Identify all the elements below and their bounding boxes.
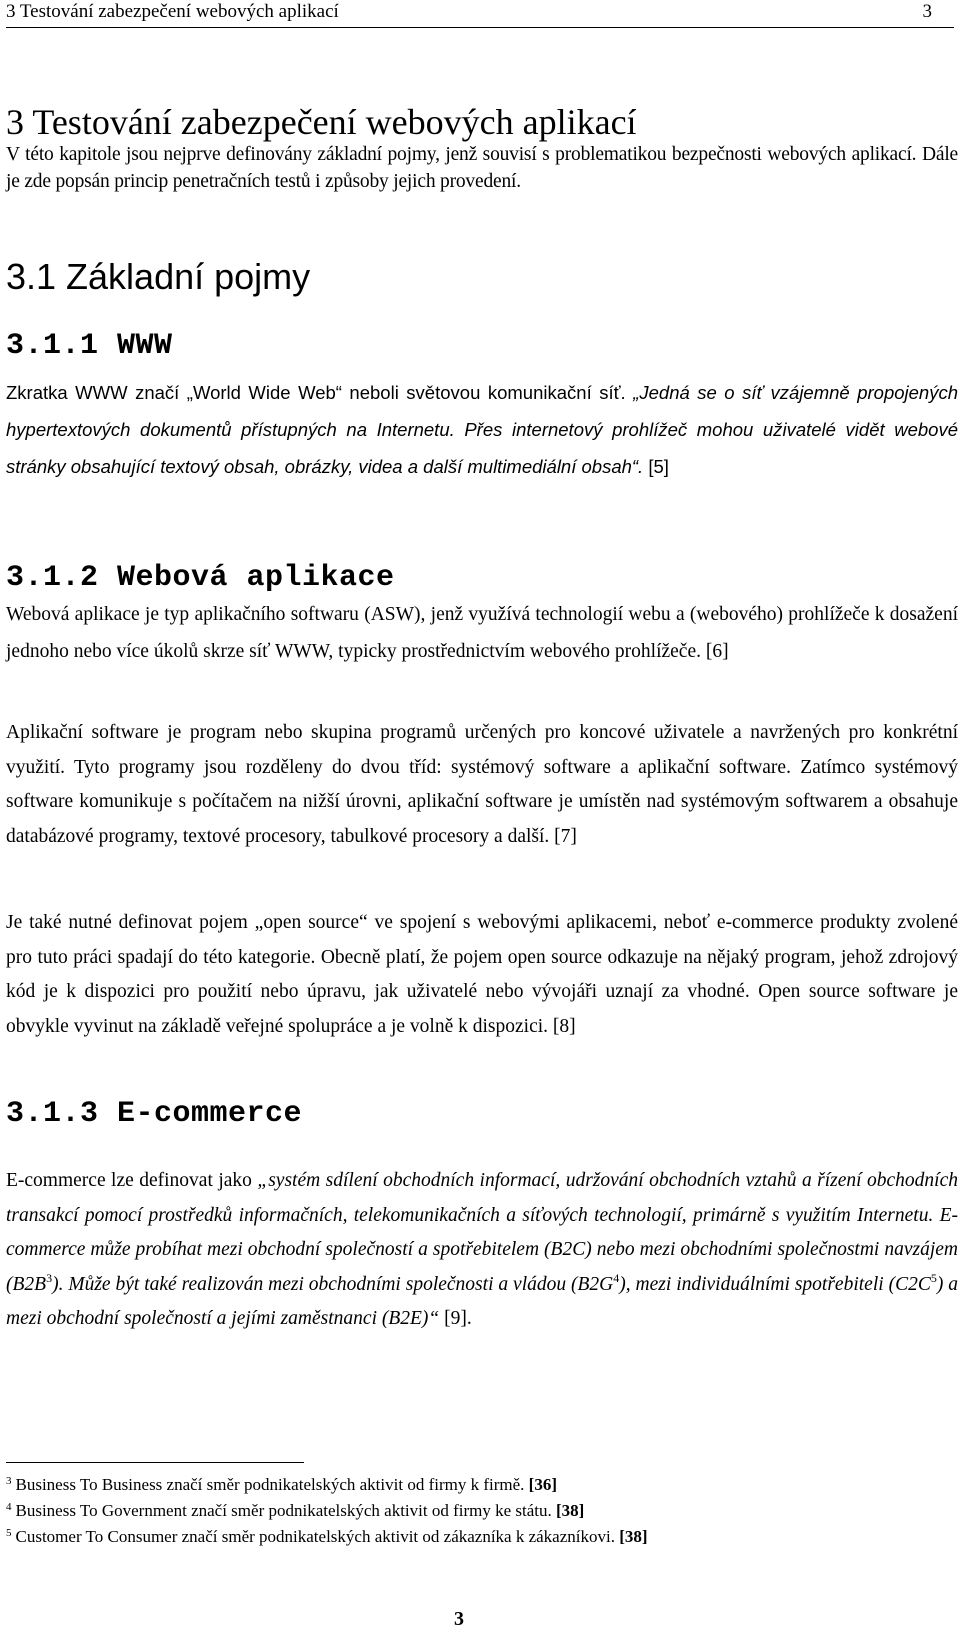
footnote-item [6, 1524, 648, 1550]
ecommerce-lead: E-commerce lze definovat jako [6, 1170, 258, 1191]
ecommerce-quote-2: ). Může být také realizován mezi obchodními společnosti a vládou (B2G [52, 1273, 614, 1295]
footnote-item [6, 1498, 648, 1524]
running-header-title: 3 Testování zabezpečení webových aplikací [6, 1, 339, 22]
footnote-number: 3 [6, 1475, 12, 1487]
footnote-text: Business To Government značí směr podnikatelských aktivit od firmy ke státu. [15, 1501, 557, 1520]
www-quote: „Jedná se o síť vzájemně propojených hypertextových dokumentů přístupných na Internetu. Přes internetový prohlížeč mohou uživatelé vidět webové stránky obsahující textový obsah, obrázky, videa a další multimediální obsah“. [6, 382, 959, 477]
heading-www: 3.1.1 WWW [6, 329, 173, 363]
footnote-reference: [38] [556, 1501, 585, 1520]
footnote-ref-3: 3 [46, 1270, 53, 1285]
www-paragraph [6, 374, 958, 485]
ecommerce-citation: [9]. [439, 1308, 472, 1329]
intro-paragraph: V této kapitole jsou nejprve definovány základní pojmy, jenž souvisí s problematikou bezpečnosti webových aplikací. Dále je zde popsán princip penetračních testů i způsoby jejich provedení. [6, 144, 958, 192]
www-citation: [5] [648, 456, 669, 477]
footnotes [6, 1472, 648, 1550]
ecommerce-quote-3: ), mezi individuálními spotřebiteli (C2C [619, 1273, 931, 1295]
footnote-number: 5 [6, 1527, 12, 1539]
ecommerce-paragraph [6, 1164, 958, 1337]
webapp-paragraph-2: Aplikační software je program nebo skupina programů určených pro koncové uživatele a navržených pro konkrétní využití. Tyto programy jsou rozděleny do dvou tříd: systémový software a aplikační software. Zatímco systémový software komunikuje s počítačem na nižší úrovni, aplikační software je umístěn nad systémovým softwarem a obsahuje databázové programy, textové procesory, tabulkové procesory a další. [7] [6, 722, 958, 847]
footnote-text: Business To Business značí směr podnikatelských aktivit od firmy k firmě. [15, 1475, 529, 1494]
www-text: Zkratka WWW značí „World Wide Web“ neboli světovou komunikační síť. [6, 382, 626, 403]
running-header [6, 0, 954, 28]
heading-ecommerce: 3.1.3 E-commerce [6, 1097, 303, 1131]
chapter-title: 3 Testování zabezpečení webových aplikací [6, 102, 637, 142]
webapp-paragraph-3: Je také nutné definovat pojem „open source“ ve spojení s webovými aplikacemi, neboť e-commerce produkty zvolené pro tuto práci spadají do této kategorie. Obecně platí, že pojem open source odkazuje na nějaký program, jehož zdrojový kód je k dispozici pro použití nebo úpravu, jak uživatelé nebo vývojáři uznají za vhodné. Open source software je obvykle vyvinut na základě veřejné spolupráce a je volně k dispozici. [8] [6, 912, 958, 1037]
footnote-number: 4 [6, 1501, 12, 1513]
footnote-ref-4: 4 [613, 1270, 620, 1285]
running-header-page: 3 [922, 1, 932, 22]
footnote-separator [6, 1462, 304, 1463]
section-title: 3.1 Základní pojmy [6, 256, 311, 297]
heading-web-application: 3.1.2 Webová aplikace [6, 561, 395, 595]
page-number: 3 [454, 1608, 464, 1630]
footnote-ref-5: 5 [930, 1270, 937, 1285]
ecommerce-quote-4: ) a mezi obchodní společností a jejími zaměstnanci (B2E)“ [6, 1273, 958, 1329]
footnote-reference: [36] [528, 1475, 557, 1494]
footnote-reference: [38] [619, 1527, 648, 1546]
footnote-item [6, 1472, 648, 1498]
ecommerce-quote-1: „systém sdílení obchodních informací, udržování obchodních vztahů a řízení obchodních transakcí pomocí prostředků informačních, telekomunikačních a síťových technologií, primárně s využitím Internetu. E-commerce může probíhat mezi obchodní společností a spotřebitelem (B2C) nebo mezi obchodními společnostmi navzájem (B2B [6, 1170, 959, 1295]
webapp-paragraph-1: Webová aplikace je typ aplikačního softwaru (ASW), jenž využívá technologií webu a (webového) prohlížeče k dosažení jednoho nebo více úkolů skrze síť WWW, typicky prostřednictvím webového prohlížeče. [6] [6, 604, 958, 662]
footnote-text: Customer To Consumer značí směr podnikatelských aktivit od zákazníka k zákazníkovi. [15, 1527, 620, 1546]
